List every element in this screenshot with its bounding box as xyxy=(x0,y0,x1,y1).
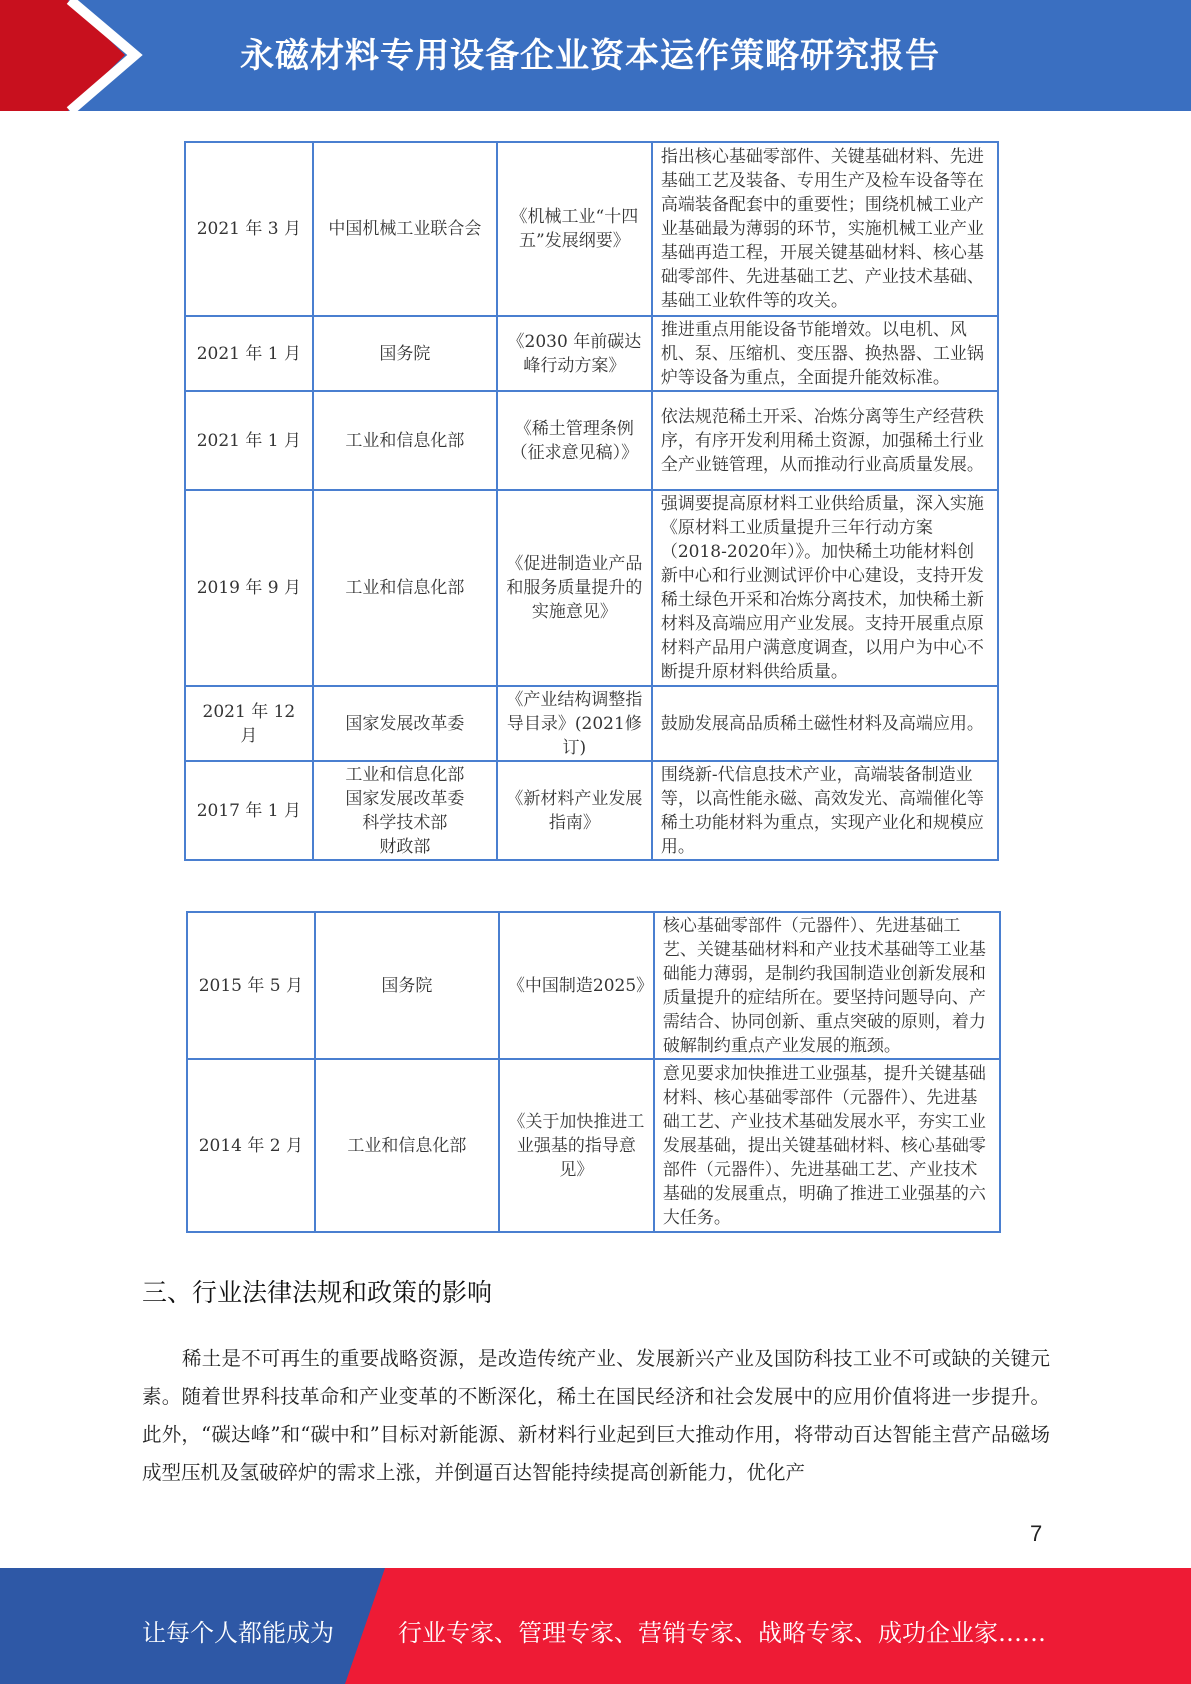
table-row xyxy=(185,490,998,686)
document-cell: 《关于加快推进工业强基的指导意见》 xyxy=(499,1059,654,1232)
description-cell: 推进重点用能设备节能增效。以电机、风机、泵、压缩机、变压器、换热器、工业锅炉等设备为重点，全面提升能效标准。 xyxy=(652,316,998,391)
document-cell: 《中国制造2025》 xyxy=(499,912,654,1059)
org-cell: 工业和信息化部 xyxy=(313,490,497,686)
date-cell: 2021 年 12 月 xyxy=(185,686,313,761)
section-heading: 三、行业法律法规和政策的影响 xyxy=(142,1278,493,1307)
document-cell: 《促进制造业产品和服务质量提升的实施意见》 xyxy=(497,490,652,686)
report-title: 永磁材料专用设备企业资本运作策略研究报告 xyxy=(240,36,940,76)
org-cell: 中国机械工业联合会 xyxy=(313,142,497,316)
table-row xyxy=(185,316,998,391)
org-cell: 工业和信息化部 xyxy=(313,391,497,490)
policy-table-1 xyxy=(184,141,999,861)
org-line: 工业和信息化部 xyxy=(345,764,465,785)
footer-slogan-right: 行业专家、管理专家、营销专家、战略专家、成功企业家…… xyxy=(398,1619,1046,1647)
description-cell: 鼓励发展高品质稀土磁性材料及高端应用。 xyxy=(652,686,998,761)
page-footer xyxy=(0,1568,1191,1684)
page-number: 7 xyxy=(1030,1521,1043,1546)
org-cell: 国务院 xyxy=(315,912,499,1059)
description-cell: 强调要提高原材料工业供给质量，深入实施《原材料工业质量提升三年行动方案（2018-2020年）》。加快稀土功能材料创新中心和行业测试评价中心建设，支持开发稀土绿色开采和冶炼分离技术，加快稀土新材料及高端应用产业发展。支持开展重点原材料产品用户满意度调查，以用户为中心不断提升原材料供给质量。 xyxy=(652,490,998,686)
table-row xyxy=(185,686,998,761)
document-cell: 《产业结构调整指导目录》(2021修订) xyxy=(497,686,652,761)
description-cell: 意见要求加快推进工业强基，提升关键基础材料、核心基础零部件（元器件）、先进基础工艺、产业技术基础发展水平，夯实工业发展基础，提出关键基础材料、核心基础零部件（元器件）、先进基础工艺、产业技术基础的发展重点，明确了推进工业强基的六大任务。 xyxy=(654,1059,1000,1232)
org-cell: 国家发展改革委 xyxy=(313,686,497,761)
document-cell: 《2030 年前碳达峰行动方案》 xyxy=(497,316,652,391)
description-cell: 核心基础零部件（元器件）、先进基础工艺、关键基础材料和产业技术基础等工业基础能力薄弱，是制约我国制造业创新发展和质量提升的症结所在。要坚持问题导向、产需结合、协同创新、重点突破的原则，着力破解制约重点产业发展的瓶颈。 xyxy=(654,912,1000,1059)
date-cell: 2021 年 1 月 xyxy=(185,391,313,490)
date-cell: 2021 年 3 月 xyxy=(185,142,313,316)
description-cell: 围绕新-代信息技术产业，高端装备制造业等，以高性能永磁、高效发光、高端催化等稀土功能材料为重点，实现产业化和规模应用。 xyxy=(652,761,998,860)
org-cell: 工业和信息化部 xyxy=(315,1059,499,1232)
document-cell: 《新材料产业发展指南》 xyxy=(497,761,652,860)
date-cell: 2014 年 2 月 xyxy=(187,1059,315,1232)
org-cell: 国务院 xyxy=(313,316,497,391)
body-paragraph: 稀土是不可再生的重要战略资源，是改造传统产业、发展新兴产业及国防科技工业不可或缺的关键元素。随着世界科技革命和产业变革的不断深化，稀土在国民经济和社会发展中的应用价值将进一步提升。此外，“碳达峰”和“碳中和”目标对新能源、新材料行业起到巨大推动作用，将带动百达智能主营产品磁场成型压机及氢破碎炉的需求上涨，并倒逼百达智能持续提高创新能力，优化产 xyxy=(142,1347,1050,1484)
table-row xyxy=(187,1059,1000,1232)
table-row xyxy=(185,391,998,490)
page-header xyxy=(0,0,1191,111)
table-row xyxy=(185,142,998,316)
document-cell: 《稀土管理条例（征求意见稿）》 xyxy=(497,391,652,490)
org-line: 国家发展改革委 xyxy=(345,788,465,809)
header-arrow-decoration xyxy=(0,0,150,111)
date-cell: 2017 年 1 月 xyxy=(185,761,313,860)
policy-table-2 xyxy=(186,911,1001,1233)
org-line: 科学技术部 xyxy=(362,812,448,833)
table-row xyxy=(185,761,998,860)
org-cell xyxy=(313,761,497,860)
description-cell: 指出核心基础零部件、关键基础材料、先进基础工艺及装备、专用生产及检车设备等在高端装备配套中的重要性；围绕机械工业产业基础最为薄弱的环节，实施机械工业产业基础再造工程，开展关键基础材料、核心基础零部件、先进基础工艺、产业技术基础、基础工业软件等的攻关。 xyxy=(652,142,998,316)
table-row xyxy=(187,912,1000,1059)
date-cell: 2021 年 1 月 xyxy=(185,316,313,391)
footer-slogan-left: 让每个人都能成为 xyxy=(142,1619,334,1647)
document-cell: 《机械工业“十四五”发展纲要》 xyxy=(497,142,652,316)
description-cell: 依法规范稀土开采、冶炼分离等生产经营秩序，有序开发利用稀土资源，加强稀土行业全产业链管理，从而推动行业高质量发展。 xyxy=(652,391,998,490)
date-cell: 2019 年 9 月 xyxy=(185,490,313,686)
date-cell: 2015 年 5 月 xyxy=(187,912,315,1059)
org-line: 财政部 xyxy=(379,836,431,857)
